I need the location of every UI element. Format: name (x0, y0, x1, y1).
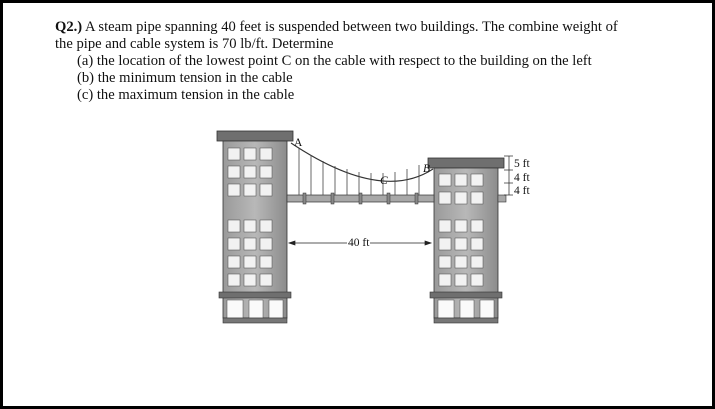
point-a-label: A (294, 137, 303, 149)
page (3, 3, 712, 406)
question-line-2: the pipe and cable system is 70 lb/ft. Determine (55, 36, 334, 52)
hangers (299, 148, 419, 195)
item-text: the location of the lowest point C on the cable with respect to the building on the left (96, 53, 592, 69)
vertical-dimensions (504, 156, 513, 195)
question-item-b (55, 70, 695, 87)
item-label: (c) (77, 87, 94, 103)
item-label: (a) (77, 53, 94, 69)
question-number: Q2.) (55, 19, 83, 35)
dimension-label-3: 4 ft (514, 185, 530, 197)
dimension-label-2: 4 ft (514, 172, 530, 184)
point-c-label: C (380, 175, 388, 187)
question-item-c (55, 87, 695, 104)
point-b-label: B (423, 163, 431, 175)
span-label: 40 ft (348, 237, 370, 249)
item-label: (b) (77, 70, 95, 86)
right-building (428, 158, 504, 323)
question-item-a (55, 53, 695, 70)
dimension-label-1: 5 ft (514, 158, 530, 170)
question-text (55, 19, 695, 104)
left-building (217, 131, 293, 323)
cable-figure (203, 128, 583, 338)
question-line-1: A steam pipe spanning 40 feet is suspended between two buildings. The combine weight of (85, 19, 618, 35)
question-intro (55, 19, 695, 36)
item-text: the maximum tension in the cable (96, 87, 295, 103)
cable (291, 143, 433, 181)
item-text: the minimum tension in the cable (97, 70, 293, 86)
